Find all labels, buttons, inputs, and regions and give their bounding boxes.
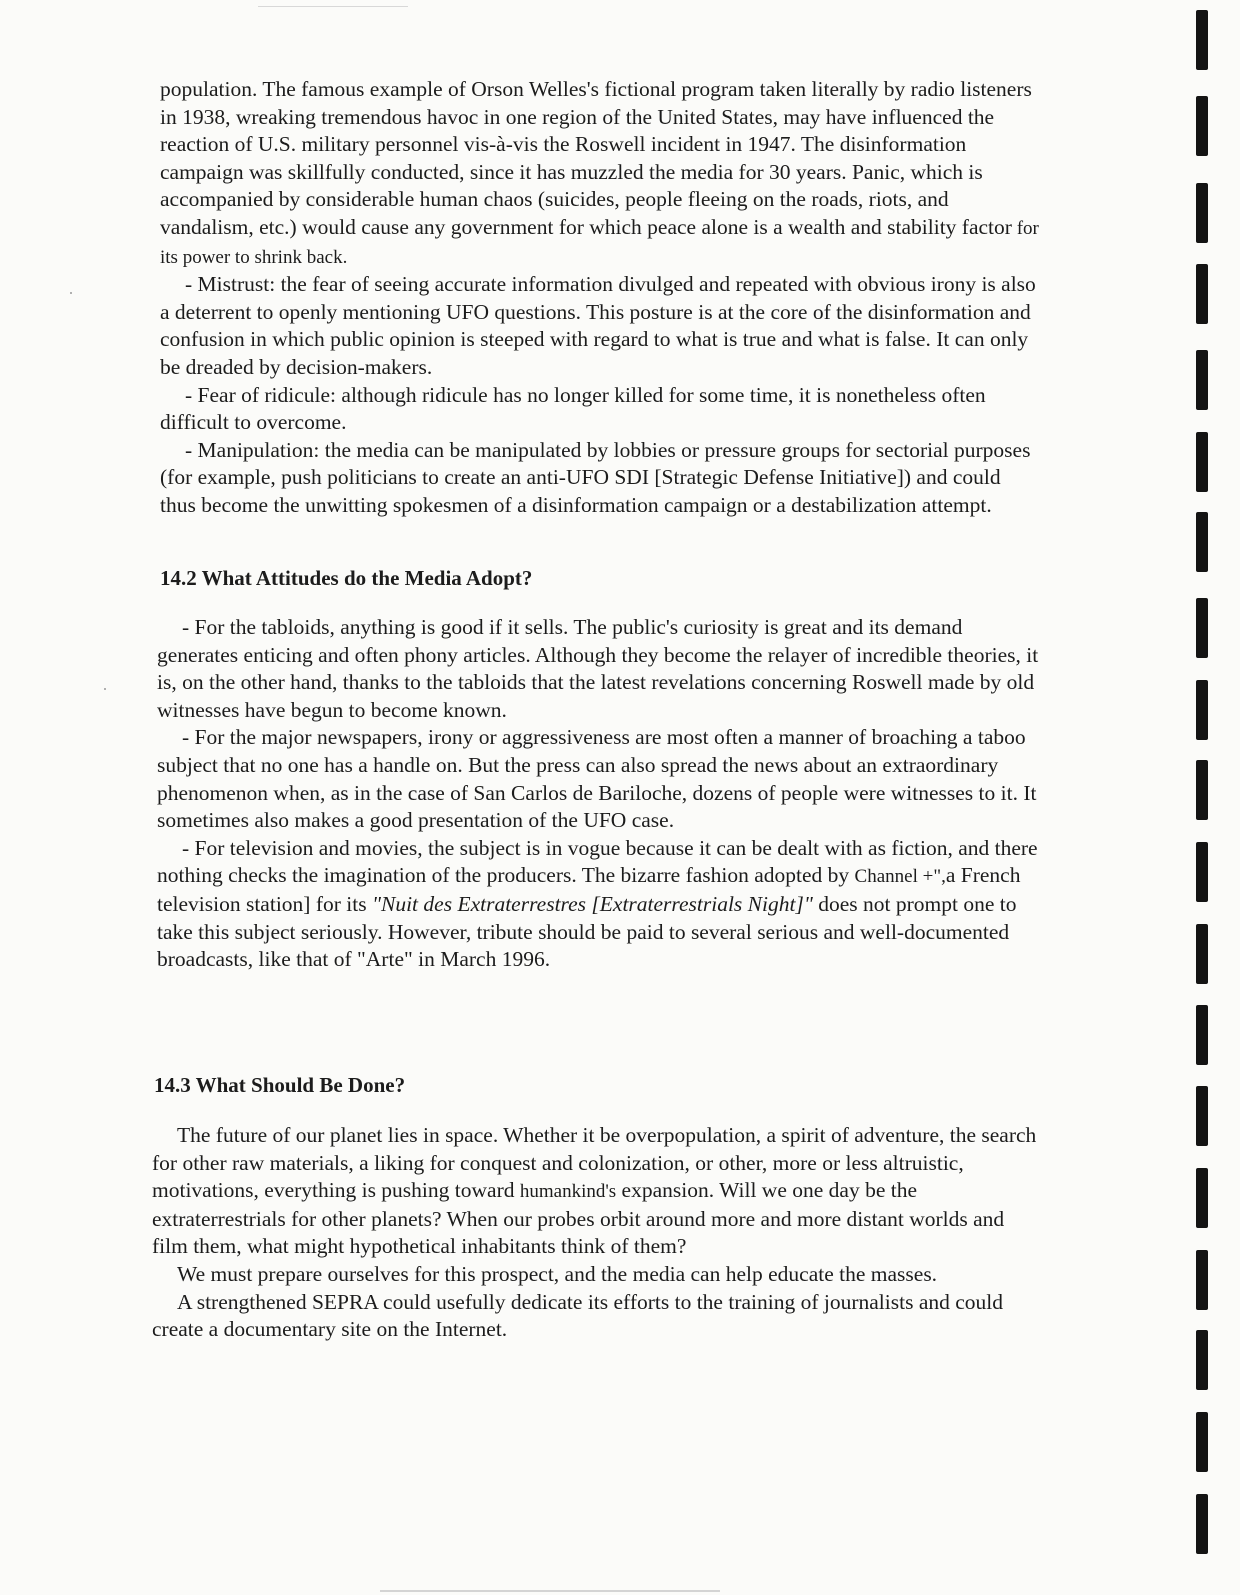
paragraph-text: expansion. Will we one day be the extraterrestrials for other planets? When our probes orbit around more and more distant worlds and film them, what might hypothetical inhabitants think of them? xyxy=(152,1178,1005,1259)
binding-hole xyxy=(1196,432,1208,492)
binding-hole xyxy=(1196,96,1208,156)
binding-hole xyxy=(1196,1005,1208,1065)
section3-text xyxy=(152,1122,1038,1344)
paragraph-tabloids: - For the tabloids, anything is good if it sells. The public's curiosity is great and its demand generates enticing and often phony articles. Although they become the relayer of incredible theories, it is, on the other hand, thanks to the tabloids that the latest revelations concerning Roswell made by old witnesses have begun to become known. xyxy=(157,615,1039,722)
binding-hole xyxy=(1196,1330,1208,1390)
section-heading-14-2: 14.2 What Attitudes do the Media Adopt? xyxy=(160,566,533,590)
section2-text xyxy=(157,614,1039,974)
binding-hole xyxy=(1196,1494,1208,1554)
paragraph-future xyxy=(152,1122,1038,1261)
paragraph-text-small: for its power to shrink back. xyxy=(160,217,1039,268)
paragraph-manipulation: - Manipulation: the media can be manipulated by lobbies or pressure groups for sectorial purposes (for example, push politicians to create an anti-UFO SDI [Strategic Defense Initiative]) and could thus become the unwitting spokesmen of a disinformation campaign or a destabilization attempt. xyxy=(160,437,1031,517)
section-heading-14-3: 14.3 What Should Be Done? xyxy=(154,1073,406,1097)
paragraph-text-italic: "Nuit des Extraterrestres [Extraterrestrials Night]" xyxy=(371,891,813,916)
scan-artifact-line xyxy=(380,1590,720,1592)
binding-hole xyxy=(1196,842,1208,902)
binding-hole xyxy=(1196,924,1208,984)
scan-speck xyxy=(70,292,72,294)
scan-artifact-line xyxy=(258,6,408,7)
binding-hole xyxy=(1196,1086,1208,1146)
paragraph-ridicule: - Fear of ridicule: although ridicule has no longer killed for some time, it is nonetheless often difficult to overcome. xyxy=(160,382,986,435)
paragraph-mistrust: - Mistrust: the fear of seeing accurate information divulged and repeated with obvious irony is also a deterrent to openly mentioning UFO questions. This posture is at the core of the disinformation and confusion in which public opinion is steeped with regard to what is true and what is false. It can only be dreaded by decision-makers. xyxy=(160,272,1036,379)
binding-hole xyxy=(1196,10,1208,70)
paragraph-text: does not prompt one to take this subject seriously. However, tribute should be paid to several serious and well-documented broadcasts, like that of "Arte" in March 1996. xyxy=(157,891,1017,972)
paragraph xyxy=(160,76,1040,271)
binding-hole xyxy=(1196,1412,1208,1472)
scan-speck xyxy=(104,688,106,690)
binding-hole xyxy=(1196,680,1208,740)
paragraph-text-small: humankind's xyxy=(519,1181,617,1203)
paragraph-television xyxy=(157,835,1039,974)
binding-hole xyxy=(1196,512,1208,572)
binding-hole xyxy=(1196,598,1208,658)
paragraph-newspapers: - For the major newspapers, irony or aggressiveness are most often a manner of broaching a taboo subject that no one has a handle on. But the press can also spread the news about an extraordinary phenomenon when, as in the case of San Carlos de Bariloche, dozens of people were witnesses to it. It sometimes also makes a good presentation of the UFO case. xyxy=(157,725,1037,833)
binding-hole xyxy=(1196,264,1208,324)
paragraph-text: a French television station] for its xyxy=(157,863,1021,916)
paragraph-sepra: A strengthened SEPRA could usefully dedicate its efforts to the training of journalists and could create a documentary site on the Internet. xyxy=(152,1289,1004,1342)
paragraph-text-small: Channel +", xyxy=(854,866,946,888)
paragraph-prepare: We must prepare ourselves for this prospect, and the media can help educate the masses. xyxy=(177,1261,938,1286)
paragraph-text: - For television and movies, the subject is in vogue because it can be dealt with as fiction, and there nothing checks the imagination of the producers. The bizarre fashion adopted by xyxy=(157,835,1038,888)
paragraph-text: The future of our planet lies in space. Whether it be overpopulation, a spirit of adventure, the search for other raw materials, a liking for conquest and colonization, or other, more or less altruistic, motivations, everything is pushing toward xyxy=(152,1123,1037,1203)
paragraph-text: population. The famous example of Orson Welles's fictional program taken literally by radio listeners in 1938, wreaking tremendous havoc in one region of the United States, may have influenced the reaction of U.S. military personnel vis-à-vis the Roswell incident in 1947. The disinformation campaign was skillfully conducted, since it has muzzled the media for 30 years. Panic, which is accompanied by considerable human chaos (suicides, people fleeing on the roads, riots, and vandalism, etc.) would cause any government for which peace alone is a wealth and stability factor xyxy=(160,77,1032,239)
section1-text xyxy=(160,76,1040,520)
binding-hole xyxy=(1196,1250,1208,1310)
binding-hole xyxy=(1196,350,1208,410)
binding-hole xyxy=(1196,760,1208,820)
binding-hole xyxy=(1196,183,1208,243)
binding-hole xyxy=(1196,1168,1208,1228)
